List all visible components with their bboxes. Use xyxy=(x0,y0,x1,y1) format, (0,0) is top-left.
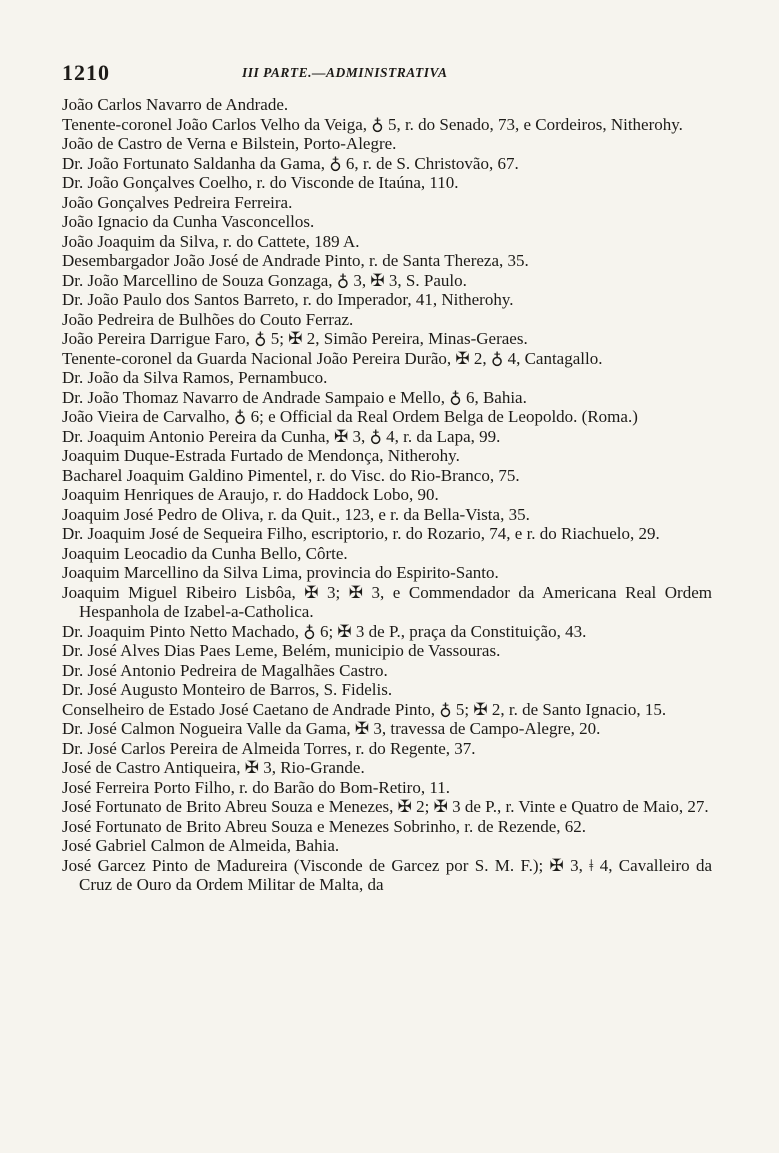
list-item: João Carlos Navarro de Andrade. xyxy=(62,95,289,114)
list-item: José Fortunato de Brito Abreu Souza e Menezes, ✠ 2; ✠ 3 de P., r. Vinte e Quatro de Maio, 27. xyxy=(62,797,709,816)
list-item: Joaquim Leocadio da Cunha Bello, Côrte. xyxy=(62,543,348,563)
list-item: Dr. Joaquim Antonio Pereira da Cunha, ✠ 3, ♁ 4, r. da Lapa, 99. xyxy=(62,426,501,446)
list-item: Dr. José Carlos Pereira de Almeida Torres, r. do Regente, 37. xyxy=(62,738,476,758)
list-item: Dr. João da Silva Ramos, Pernambuco. xyxy=(62,368,328,387)
list-item: Dr. José Alves Dias Paes Leme, Belém, municipio de Vassouras. xyxy=(62,641,501,660)
list-item: Dr. José Augusto Monteiro de Barros, S. Fidelis. xyxy=(62,680,393,699)
list-item: João Pereira Darrigue Faro, ♁ 5; ✠ 2, Simão Pereira, Minas-Geraes. xyxy=(62,329,528,348)
list-item: Joaquim Marcellino da Silva Lima, provincia do Espirito-Santo. xyxy=(62,563,499,582)
list-item: José de Castro Antiqueira, ✠ 3, Rio-Grande. xyxy=(62,758,365,777)
list-item: José Garcez Pinto de Madureira (Visconde de Garcez por S. M. F.); ✠ 3, ǂ 4, Cavalleiro da Cruz de Ouro da Ordem Militar de Malta, da xyxy=(62,855,712,894)
list-item: Conselheiro de Estado José Caetano de Andrade Pinto, ♁ 5; ✠ 2, r. de Santo Ignacio, 15. xyxy=(62,699,667,719)
list-item: Desembargador João José de Andrade Pinto, r. de Santa Thereza, 35. xyxy=(62,251,529,270)
list-item: José Ferreira Porto Filho, r. do Barão do Bom-Retiro, 11. xyxy=(62,777,450,797)
list-item: Dr. João Thomaz Navarro de Andrade Sampaio e Mello, ♁ 6, Bahia. xyxy=(62,387,527,407)
list-item: João Gonçalves Pedreira Ferreira. xyxy=(62,192,293,212)
entry-list xyxy=(62,95,712,895)
list-item: Dr. João Fortunato Saldanha da Gama, ♁ 6, r. de S. Christovão, 67. xyxy=(62,153,519,173)
list-item: Dr. João Paulo dos Santos Barreto, r. do Imperador, 41, Nitherohy. xyxy=(62,290,514,309)
list-item: Joaquim Henriques de Araujo, r. do Haddock Lobo, 90. xyxy=(62,485,439,504)
list-item: Tenente-coronel João Carlos Velho da Veiga, ♁ 5, r. do Senado, 73, e Cordeiros, Nitherohy. xyxy=(62,114,683,134)
list-item: Joaquim Duque-Estrada Furtado de Mendonça, Nitherohy. xyxy=(62,446,460,465)
list-item: José Fortunato de Brito Abreu Souza e Menezes Sobrinho, r. de Rezende, 62. xyxy=(62,816,587,836)
list-item: João Joaquim da Silva, r. do Cattete, 189 A. xyxy=(62,231,360,251)
list-item: João Vieira de Carvalho, ♁ 6; e Official da Real Ordem Belga de Leopoldo. (Roma.) xyxy=(62,407,638,426)
list-item: Dr. Joaquim Pinto Netto Machado, ♁ 6; ✠ 3 de P., praça da Constituição, 43. xyxy=(62,621,587,641)
list-item: Dr. José Calmon Nogueira Valle da Gama, ✠ 3, travessa de Campo-Alegre, 20. xyxy=(62,719,601,738)
page-number: 1210 xyxy=(62,60,110,85)
list-item: Tenente-coronel da Guarda Nacional João Pereira Durão, ✠ 2, ♁ 4, Cantagallo. xyxy=(62,348,603,368)
running-head: III PARTE.—ADMINISTRATIVA xyxy=(242,65,448,80)
list-item: Joaquim Miguel Ribeiro Lisbôa, ✠ 3; ✠ 3, e Commendador da Americana Real Ordem Hespanhola de Izabel-a-Catholica. xyxy=(62,582,712,621)
list-item: Dr. José Antonio Pedreira de Magalhães Castro. xyxy=(62,660,388,680)
page-header xyxy=(62,60,712,86)
list-item: José Gabriel Calmon de Almeida, Bahia. xyxy=(62,836,340,855)
list-item: Bacharel Joaquim Galdino Pimentel, r. do Visc. do Rio-Branco, 75. xyxy=(62,465,520,485)
list-item: Joaquim José Pedro de Oliva, r. da Quit., 123, e r. da Bella-Vista, 35. xyxy=(62,504,530,524)
list-item: Dr. João Marcellino de Souza Gonzaga, ♁ 3, ✠ 3, S. Paulo. xyxy=(62,270,467,290)
list-item: João de Castro de Verna e Bilstein, Porto-Alegre. xyxy=(62,134,397,153)
list-item: João Ignacio da Cunha Vasconcellos. xyxy=(62,212,315,231)
list-item: Dr. Joaquim José de Sequeira Filho, escriptorio, r. do Rozario, 74, e r. do Riachuelo, 29. xyxy=(62,524,660,543)
list-item: João Pedreira de Bulhões do Couto Ferraz. xyxy=(62,309,354,329)
list-item: Dr. João Gonçalves Coelho, r. do Visconde de Itaúna, 110. xyxy=(62,173,459,192)
